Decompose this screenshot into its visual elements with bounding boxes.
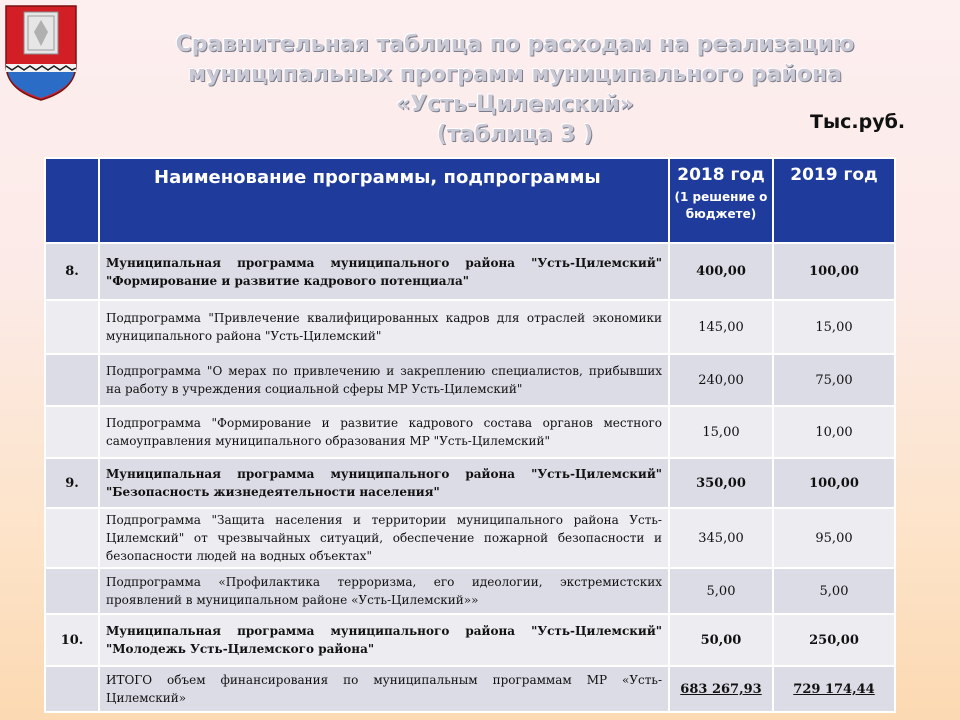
- row-value-2018: 50,00: [669, 614, 773, 666]
- row-value-2019: 75,00: [773, 354, 895, 406]
- table-row: [45, 458, 895, 508]
- row-program-name: ИТОГО объем финансирования по муниципальным программам МР «Усть-Цилемский»: [99, 666, 669, 712]
- row-program-name: Муниципальная программа муниципального района "Усть-Цилемский" "Формирование и развитие кадрового потенциала": [99, 243, 669, 300]
- row-value-2019: 15,00: [773, 300, 895, 354]
- row-number: [45, 406, 99, 458]
- row-number: [45, 666, 99, 712]
- title-line-4: (таблица 3 ): [436, 122, 594, 147]
- header-2018-subnote: (1 решение о бюджете): [674, 190, 768, 221]
- table-row: [45, 243, 895, 300]
- row-value-2018: 145,00: [669, 300, 773, 354]
- table-row: [45, 354, 895, 406]
- table-row: [45, 300, 895, 354]
- row-number: 9.: [45, 458, 99, 508]
- header-2018: [669, 158, 773, 243]
- header-program-name: Наименование программы, подпрограммы: [99, 158, 669, 243]
- row-value-2019: 250,00: [773, 614, 895, 666]
- row-number: [45, 354, 99, 406]
- title-line-1: Сравнительная таблица по расходам на реализацию: [175, 32, 855, 57]
- total-value-2018: 683 267,93: [669, 666, 773, 712]
- row-value-2018: 240,00: [669, 354, 773, 406]
- row-number: 8.: [45, 243, 99, 300]
- coat-of-arms-icon: [2, 2, 80, 102]
- row-number: [45, 300, 99, 354]
- row-program-name: Подпрограмма "Защита населения и территории муниципального района Усть-Цилемский" от чрезвычайных ситуаций, обеспечение пожарной безопасности и безопасности людей на водных объектах": [99, 508, 669, 568]
- table-row: [45, 406, 895, 458]
- row-value-2019: 100,00: [773, 458, 895, 508]
- row-program-name: Муниципальная программа муниципального района "Усть-Цилемский" "Молодежь Усть-Цилемского района": [99, 614, 669, 666]
- table-row: [45, 508, 895, 568]
- header-2018-label: 2018 год: [677, 165, 765, 185]
- row-value-2018: 15,00: [669, 406, 773, 458]
- row-program-name: Подпрограмма «Профилактика терроризма, его идеологии, экстремистских проявлений в муниципальном районе «Усть-Цилемский»»: [99, 568, 669, 614]
- header-2019: 2019 год: [773, 158, 895, 243]
- row-value-2019: 10,00: [773, 406, 895, 458]
- row-number: [45, 508, 99, 568]
- table-row-total: [45, 666, 895, 712]
- units-label: Тыс.руб.: [810, 111, 906, 133]
- row-value-2019: 95,00: [773, 508, 895, 568]
- header-number: [45, 158, 99, 243]
- row-value-2018: 5,00: [669, 568, 773, 614]
- row-number: 10.: [45, 614, 99, 666]
- row-program-name: Подпрограмма "Привлечение квалифицированных кадров для отраслей экономики муниципального района "Усть-Цилемский": [99, 300, 669, 354]
- row-program-name: Муниципальная программа муниципального района "Усть-Цилемский" "Безопасность жизнедеятельности населения": [99, 458, 669, 508]
- row-number: [45, 568, 99, 614]
- row-program-name: Подпрограмма "Формирование и развитие кадрового состава органов местного самоуправления муниципального образования МР "Усть-Цилемский": [99, 406, 669, 458]
- page-title: [150, 30, 880, 150]
- title-line-3: «Усть-Цилемский»: [396, 92, 634, 117]
- title-line-2: муниципальных программ муниципального района: [188, 62, 842, 87]
- row-value-2019: 100,00: [773, 243, 895, 300]
- programs-table: [44, 157, 896, 713]
- row-program-name: Подпрограмма "О мерах по привлечению и закреплению специалистов, прибывших на работу в учреждения социальной сферы МР Усть-Цилемский": [99, 354, 669, 406]
- row-value-2018: 400,00: [669, 243, 773, 300]
- row-value-2018: 350,00: [669, 458, 773, 508]
- table-row: [45, 568, 895, 614]
- table-header-row: [45, 158, 895, 243]
- row-value-2018: 345,00: [669, 508, 773, 568]
- row-value-2019: 5,00: [773, 568, 895, 614]
- table-row: [45, 614, 895, 666]
- total-value-2019: 729 174,44: [773, 666, 895, 712]
